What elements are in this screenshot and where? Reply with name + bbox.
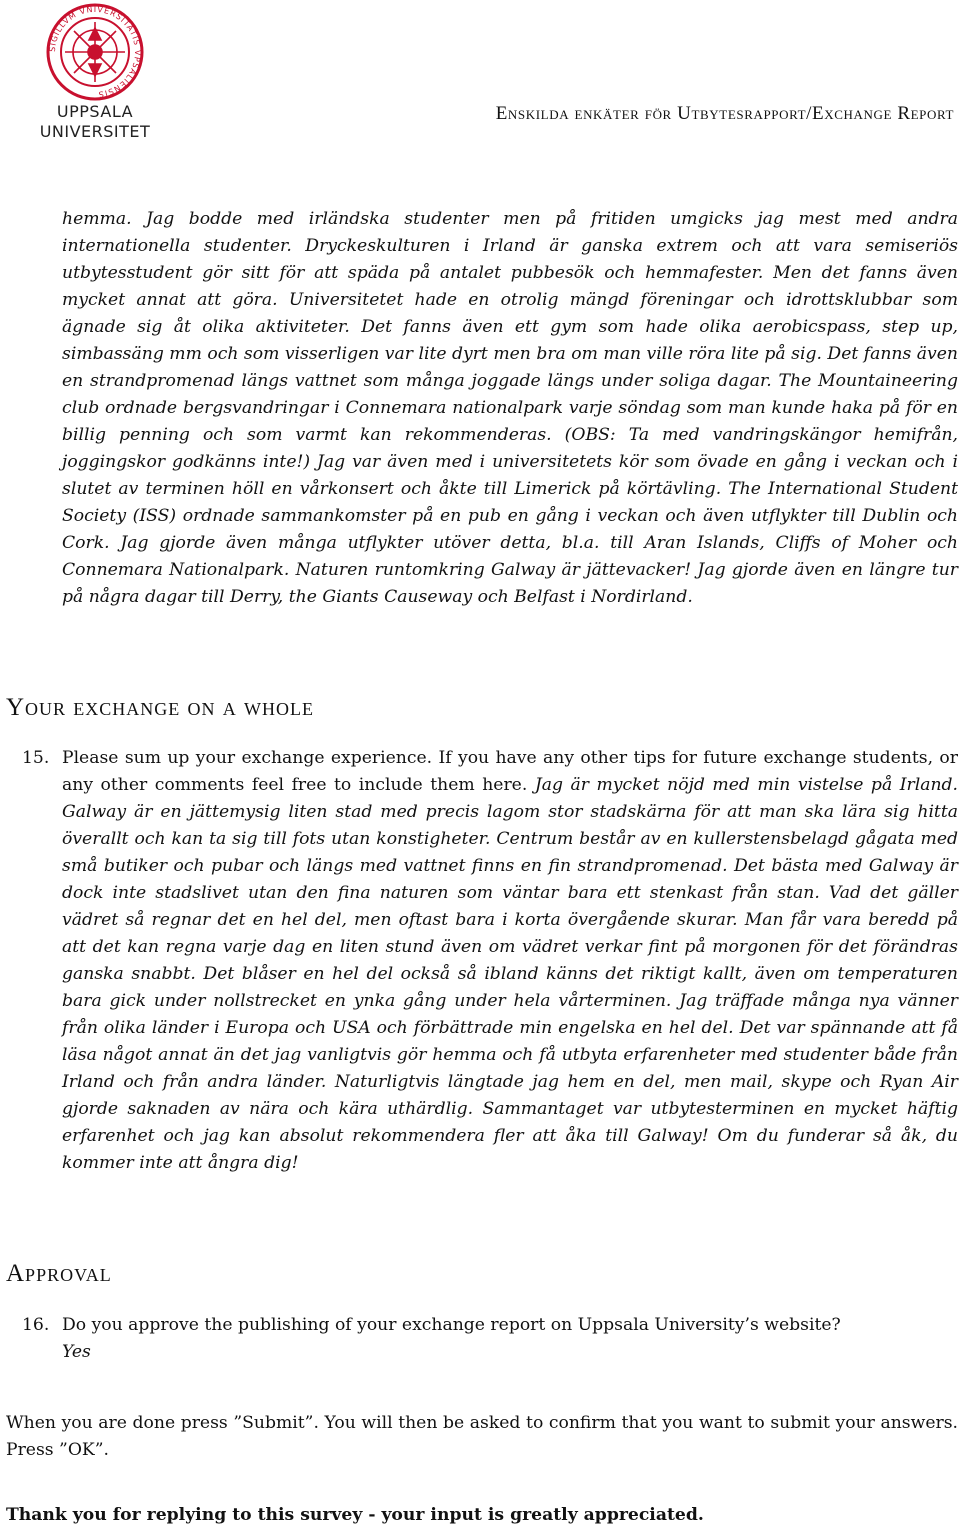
question-15-answer: Jag är mycket nöjd med min vistelse på Irland. Galway är en jättemysig liten stad med precis lagom stor stadskärna för att man ska lära sig hitta överallt och kan ta sig till fots utan konstigheter. Centrum består av en kullerstensbelagd gågata med små butiker och pubar och längs med vattnet finns en fin strandpromenad. Det bästa med Galway är dock inte stadslivet utan den fina naturen som väntar bara ett stenkast från stan. Vad det gäller vädret så regnar det en hel del, men oftast bara i korta övergående skurar. Man får vara beredd på att det kan regna varje dag en liten stund även om vädret verkar fint på morgonen för det förändras ganska snabbt. Det blåser en hel del också så ibland känns det riktigt kallt, även om temperaturen bara gick under nollstrecket en ynka gång under hela vårterminen. Jag träffade många nya vänner från olika länder i Europa och USA och förbättrade min engelska en hel del. Det var spännande att få läsa något annat än det jag vanligtvis gör hemma och få utbyta erfarenheter med studenter både från Irland och från andra länder. Naturligtvis längtade jag hem en del, men mail, skype och Ryan Air gjorde saknaden av nära och kära uthärdlig. Sammantaget var utbytesterminen en mycket häftig erfarenhet och jag kan absolut rekommendera fler att åka till Galway! Om du funderar så åk, du kommer inte att ångra dig! [62, 775, 958, 1173]
question-number-15: 15. [22, 748, 50, 768]
question-15-prompt: Please sum up your exchange experience. If you have any other tips for future exchange students, or any other comments feel free to include them here. [62, 748, 958, 795]
question-16 [62, 1312, 958, 1366]
section-heading-exchange: Your exchange on a whole [6, 694, 315, 721]
question-16-answer: Yes [62, 1342, 91, 1362]
university-seal-icon [45, 2, 145, 102]
answer-paragraph-continued: hemma. Jag bodde med irländska studenter men på fritiden umgicks jag mest med andra internationella studenter. Dryckeskulturen i Irland är ganska extrem och att vara semiseriös utbytesstudent gör sitt för att späda på antalet pubbesök och hemmafester. Men det fanns även mycket annat att göra. Universitetet hade en otrolig mängd föreningar och idrottsklubbar som ägnade sig åt olika aktiviteter. Det fanns även ett gym som hade olika aerobicspass, step up, simbassäng mm och som visserligen var lite dyrt men bra om man ville röra lite på sig. Det fanns även en strandpromenad längs vattnet som många joggade längs under soliga dagar. The Mountaineering club ordnade bergsvandringar i Connemara nationalpark varje söndag som man kunde haka på för en billig penning och som varmt kan rekommenderas. (OBS: Ta med vandringskängor hemifrån, joggingskor godkänns inte!) Jag var även med i universitetets kör som övade en gång i veckan och i slutet av terminen höll en vårkonsert och åkte till Limerick på körtävling. The International Student Society (ISS) ordnade sammankomster på en pub en gång i veckan och även utflykter till Dublin och Cork. Jag gjorde även många utflykter utöver detta, bl.a. till Aran Islands, Cliffs of Moher och Connemara Nationalpark. Naturen runtomkring Galway är jättevacker! Jag gjorde även en längre tur på några dagar till Derry, the Giants Causeway och Belfast i Nordirland. [62, 209, 958, 607]
submit-instructions: When you are done press ”Submit”. You will then be asked to confirm that you want to submit your answers. Press ”OK”. [6, 1413, 958, 1460]
section-heading-approval: Approval [6, 1260, 112, 1287]
page-header-title: Enskilda enkäter för Utbytesrapport/Exchange Report [495, 103, 954, 124]
logo-wordmark-line1: UPPSALA [56, 102, 134, 121]
seal-text: SIGILLVM VNIVERSITATIS VPSALIENSIS [47, 4, 143, 99]
uppsala-university-logo [20, 2, 170, 142]
thank-you-note: Thank you for replying to this survey - your input is greatly appreciated. [6, 1505, 704, 1525]
question-15 [62, 745, 958, 1177]
logo-wordmark-line2: UNIVERSITET [39, 122, 151, 141]
question-number-16: 16. [22, 1315, 50, 1335]
question-16-prompt: Do you approve the publishing of your exchange report on Uppsala University’s website? [62, 1315, 841, 1335]
